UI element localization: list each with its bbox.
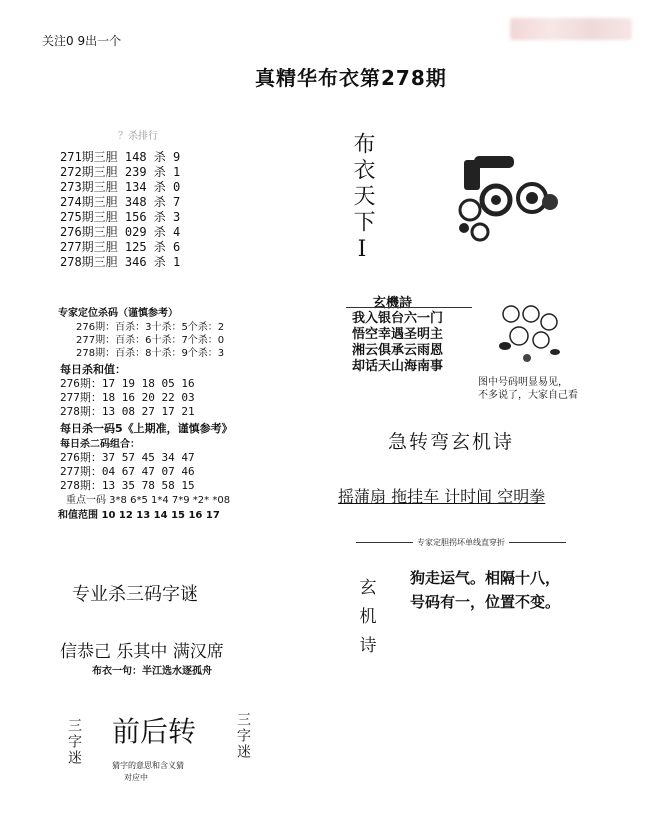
jizhuan-title: 急转弯玄机诗 <box>388 431 515 453</box>
sum-rows <box>60 377 195 419</box>
xuanji-line-2: 号码有一，位置不变。 <box>410 593 561 611</box>
kill-two-row: 278期：13 35 78 58 15 <box>60 479 195 492</box>
image-caption-1: 图中号码明显易见， <box>478 377 568 388</box>
range-line: 和值范围 10 12 13 14 15 16 17 <box>58 510 220 521</box>
riddle-heading: 专业杀三码字谜 <box>72 584 198 605</box>
faint-section-title: ？杀排行 <box>118 131 158 142</box>
sum-title: 每日杀和值： <box>60 363 126 376</box>
sum-row: 276期：17 19 18 05 16 <box>60 377 195 390</box>
riddle-text: 信恭己 乐其中 满汉席 <box>60 642 224 662</box>
buyi-numeral: I <box>357 237 367 262</box>
kill-one-title: 每日杀一码5《上期准，谨慎参考》 <box>60 422 233 435</box>
xuanji-vertical: 玄机诗 <box>355 578 376 665</box>
expert-title: 专家定位杀码（谨慎参考） <box>58 308 178 319</box>
qianhouzhuan-note: 猜字的意思和含义猜 <box>112 761 184 770</box>
three-dan-row: 272期三胆 239 杀 1 <box>60 165 181 179</box>
three-dan-row: 271期三胆 148 杀 9 <box>60 150 181 164</box>
focus-line: 重点一码 3*8 6*5 1*4 7*9 *2* *08 <box>66 495 231 506</box>
poem-divider <box>346 307 472 308</box>
banner-rule-right <box>509 542 566 543</box>
poem-line: 我入银台六一门 <box>352 311 444 326</box>
expert-banner <box>356 537 566 548</box>
decorative-rings-graphic <box>450 150 560 250</box>
three-char-right: 三字迷 <box>235 712 251 760</box>
banner-rule-left <box>356 542 413 543</box>
poem-title: 玄機詩 <box>373 296 413 311</box>
three-dan-row: 273期三胆 134 杀 0 <box>60 180 181 194</box>
poem-line: 却话天山海南事 <box>352 359 444 374</box>
poem-line: 悟空幸遇圣明主 <box>352 327 444 342</box>
image-caption-2: 不多说了，大家自己看 <box>478 390 578 401</box>
poem-line: 湘云俱承云雨恩 <box>352 343 444 358</box>
kill-two-row: 276期：37 57 45 34 47 <box>60 451 195 464</box>
expert-row: 276期：百杀：3十杀：5个杀：2 <box>76 322 225 333</box>
kill-two-row: 277期：04 67 47 07 46 <box>60 465 195 478</box>
buyi-vertical: 布衣天下 I <box>350 132 375 262</box>
qianhouzhuan-note2: 对应中 <box>124 773 148 782</box>
expert-row: 278期：百杀：8十杀：9个杀：3 <box>76 348 225 359</box>
three-dan-row: 277期三胆 125 杀 6 <box>60 240 181 254</box>
qianhouzhuan: 前后转 <box>112 715 197 748</box>
blurred-watermark <box>510 18 632 40</box>
sum-row: 277期：18 16 20 22 03 <box>60 391 195 404</box>
three-dan-list <box>60 150 180 270</box>
page-title: 真精华布衣第278期 <box>255 66 447 90</box>
expert-banner-text: 专家定胆拐坏单线直穿折 <box>417 538 505 547</box>
number-image-graphic <box>497 300 561 366</box>
three-dan-row: 278期三胆 346 杀 1 <box>60 255 181 269</box>
expert-rows <box>76 321 224 360</box>
sum-row: 278期：13 08 27 17 21 <box>60 405 195 418</box>
three-dan-row: 276期三胆 029 杀 4 <box>60 225 181 239</box>
xuanji-line-1: 狗走运气。相隔十八， <box>410 569 561 587</box>
three-char-left: 三字迷 <box>66 718 82 766</box>
expert-row: 277期：百杀：6十杀：7个杀：0 <box>76 335 225 346</box>
buyi-line: 布衣一句：半江选水逐孤舟 <box>92 666 212 677</box>
kill-two-rows <box>60 451 195 493</box>
three-dan-row: 275期三胆 156 杀 3 <box>60 210 181 224</box>
poem-lines <box>352 311 443 375</box>
three-dan-row: 274期三胆 348 杀 7 <box>60 195 181 209</box>
jizhuan-line: 摇蒲扇 拖挂车 计时间 空明拳 <box>338 487 546 506</box>
follow-note: 关注0 9出一个 <box>42 34 122 48</box>
kill-two-title: 每日杀二码组合： <box>60 439 140 450</box>
